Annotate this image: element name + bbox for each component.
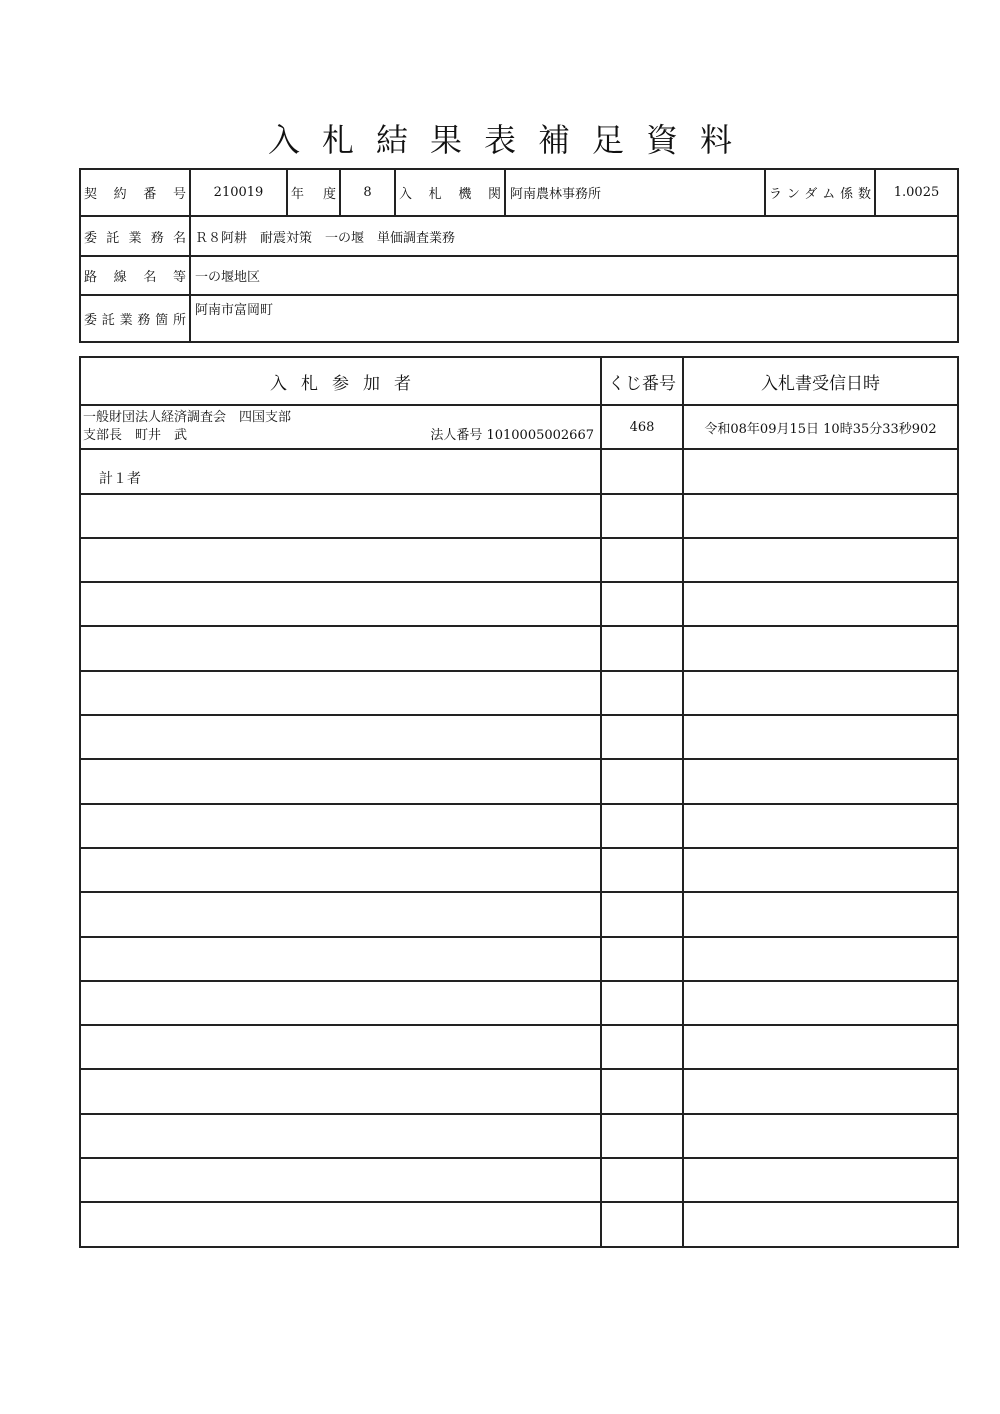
received-datetime: 令和08年09月15日 10時35分33秒902	[683, 405, 958, 449]
bidder-representative: 支部長 町井 武	[83, 428, 188, 444]
table-row	[80, 1202, 958, 1246]
table-row	[80, 937, 958, 981]
table-row	[80, 405, 958, 449]
table-row	[80, 848, 958, 892]
table-row	[80, 626, 958, 670]
table-row	[80, 715, 958, 759]
bidder-total: 計１者	[99, 471, 141, 488]
page-title: 入札結果表補足資料	[267, 121, 754, 159]
table-row	[80, 892, 958, 936]
random-coefficient-value: 1.0025	[875, 169, 958, 216]
table-row	[80, 759, 958, 803]
agency-value: 阿南農林事務所	[505, 169, 765, 216]
bidder-cell	[80, 405, 601, 449]
table-row	[80, 1069, 958, 1113]
total-cell	[80, 449, 601, 493]
table-row	[80, 1158, 958, 1202]
route-label: 路線名等	[80, 256, 190, 295]
table-row	[80, 804, 958, 848]
table-row	[80, 538, 958, 582]
year-value: 8	[340, 169, 395, 216]
table-row	[80, 671, 958, 715]
table-row	[80, 582, 958, 626]
year-label: 年度	[287, 169, 340, 216]
contract-no-label: 契約番号	[80, 169, 190, 216]
corporate-number: 法人番号 1010005002667	[430, 428, 594, 444]
location-label: 委託業務箇所	[80, 295, 190, 342]
table-row	[80, 449, 958, 493]
contract-info-table	[79, 168, 959, 343]
work-name-value: Ｒ８阿耕 耐震対策 一の堰 単価調査業務	[190, 216, 958, 256]
location-value: 阿南市富岡町	[190, 295, 958, 342]
table-row	[80, 981, 958, 1025]
table-row	[80, 494, 958, 538]
agency-label: 入札機関	[395, 169, 505, 216]
lot-number-header: くじ番号	[601, 357, 683, 405]
contract-no-value: 210019	[190, 169, 287, 216]
bidder-name: 一般財団法人経済調査会 四国支部	[83, 410, 292, 426]
table-row	[80, 1114, 958, 1158]
random-coefficient-label: ランダム係数	[765, 169, 875, 216]
lot-number: 468	[601, 405, 683, 449]
bidder-header: 入札参加者	[80, 357, 601, 405]
table-row	[80, 1025, 958, 1069]
route-value: 一の堰地区	[190, 256, 958, 295]
bidders-table	[79, 356, 959, 1248]
work-name-label: 委託業務名	[80, 216, 190, 256]
datetime-header: 入札書受信日時	[683, 357, 958, 405]
